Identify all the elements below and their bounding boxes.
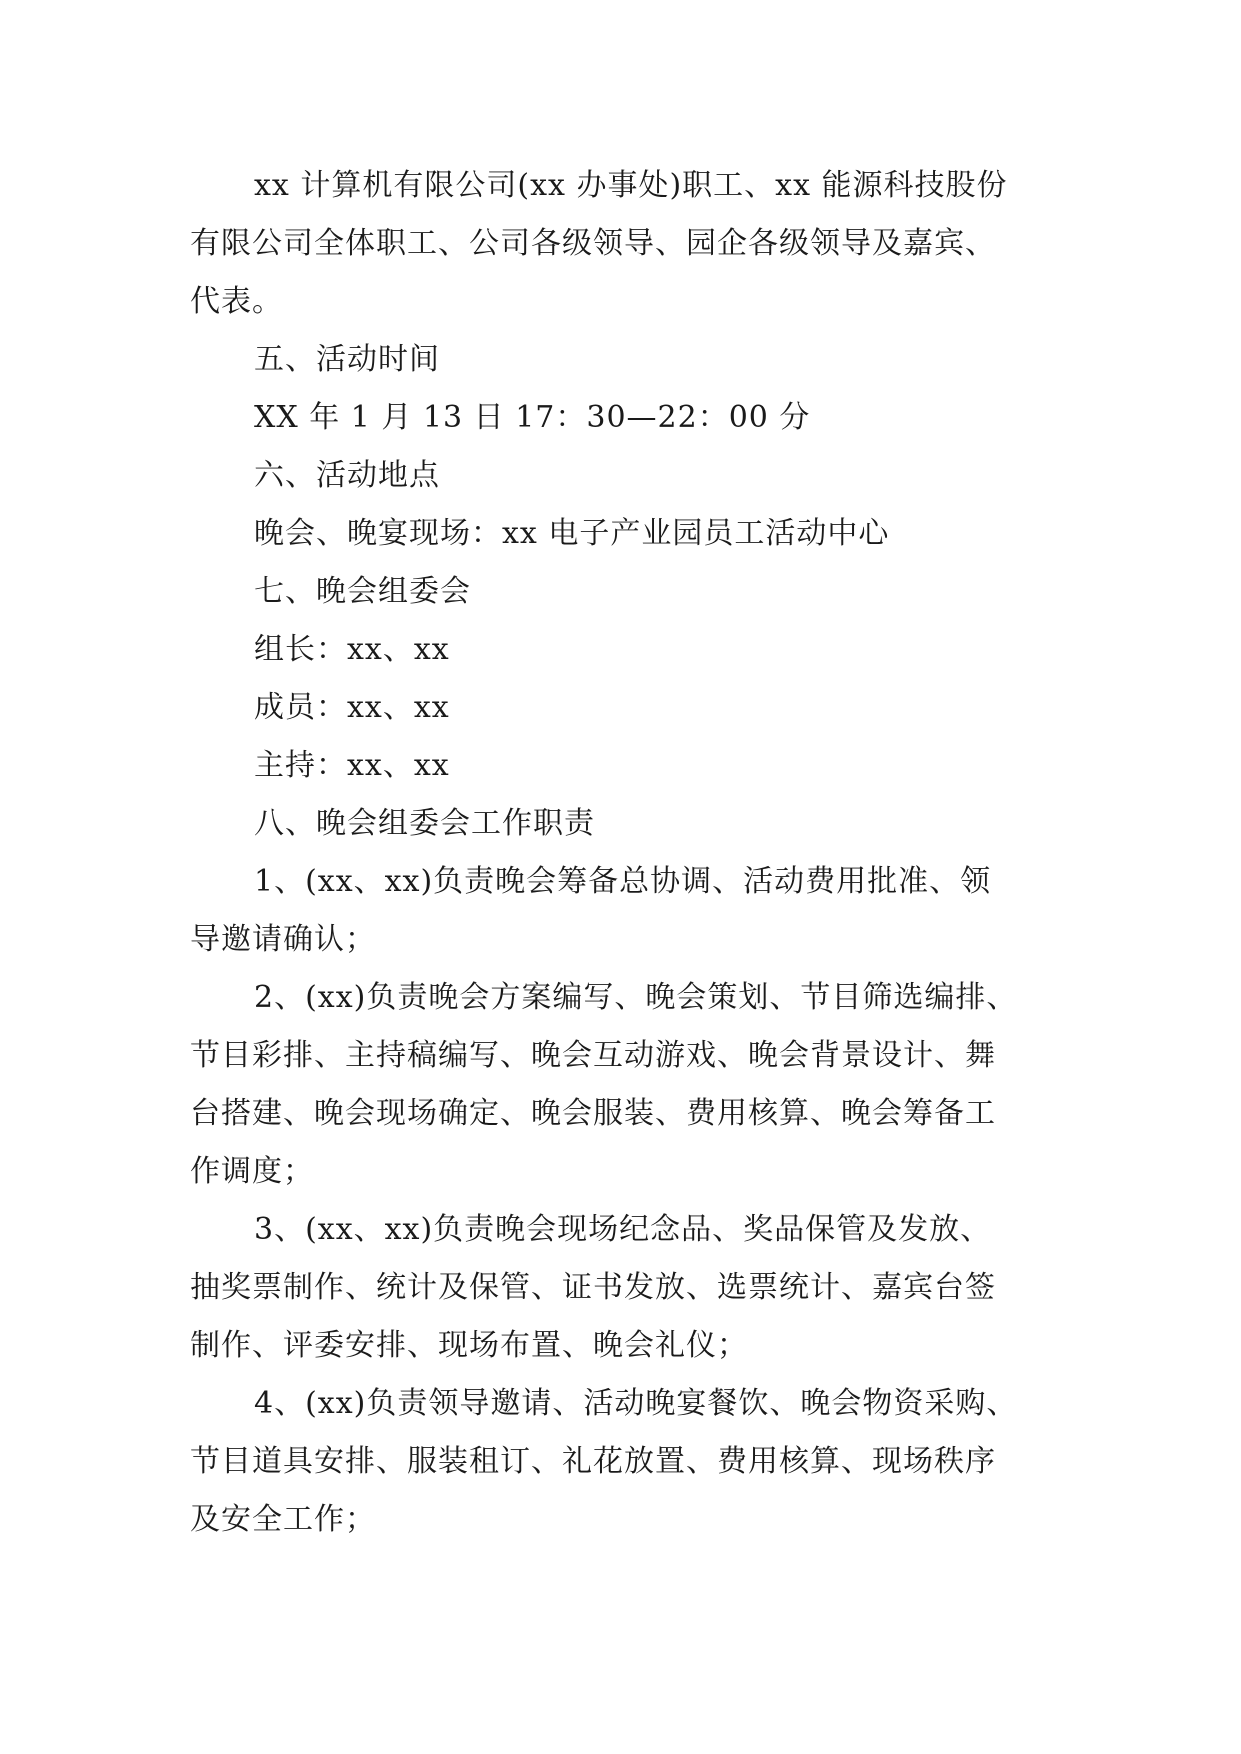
heading-activity-location: 六、活动地点 bbox=[254, 458, 440, 493]
heading-activity-time: 五、活动时间 bbox=[254, 342, 440, 377]
duty-item-2: 2、(xx)负责晚会方案编写、晚会策划、节目筛选编排、 节目彩排、主持稿编写、晚会互动游戏、晚会背景设计、舞 台搭建、晚会现场确定、晚会服装、费用核算、晚会筹备工 作调度； bbox=[190, 980, 1018, 1189]
heading-committee-duties: 八、晚会组委会工作职责 bbox=[254, 806, 595, 841]
activity-location-value: 晚会、晚宴现场：xx 电子产业园员工活动中心 bbox=[254, 516, 890, 551]
committee-leader: 组长：xx、xx bbox=[254, 632, 450, 667]
duty-item-4: 4、(xx)负责领导邀请、活动晚宴餐饮、晚会物资采购、 节目道具安排、服装租订、礼花放置、费用核算、现场秩序 及安全工作； bbox=[190, 1386, 1018, 1537]
committee-members: 成员：xx、xx bbox=[254, 690, 450, 725]
committee-host: 主持：xx、xx bbox=[254, 748, 450, 783]
duty-item-3: 3、(xx、xx)负责晚会现场纪念品、奖品保管及发放、 抽奖票制作、统计及保管、证书发放、选票统计、嘉宾台签 制作、评委安排、现场布置、晚会礼仪； bbox=[190, 1212, 996, 1363]
activity-time-value: XX 年 1 月 13 日 17：30—22：00 分 bbox=[254, 400, 811, 435]
document-body bbox=[190, 157, 1060, 1549]
paragraph-participants: xx 计算机有限公司(xx 办事处)职工、xx 能源科技股份 有限公司全体职工、公司各级领导、园企各级领导及嘉宾、 代表。 bbox=[190, 168, 1008, 319]
heading-organizing-committee: 七、晚会组委会 bbox=[254, 574, 471, 609]
duty-item-1: 1、(xx、xx)负责晚会筹备总协调、活动费用批准、领 导邀请确认； bbox=[190, 864, 992, 957]
